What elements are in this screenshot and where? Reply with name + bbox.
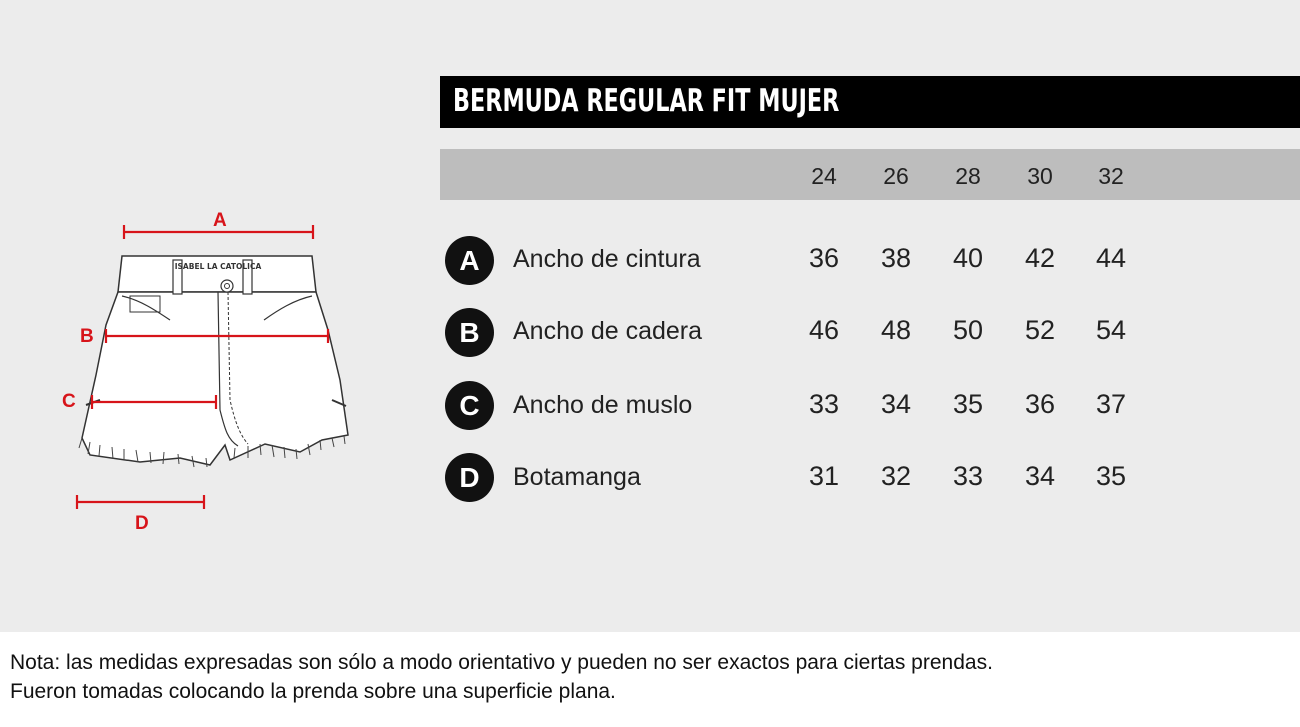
table-cell: 33 [952, 461, 984, 491]
dim-label-a: A [213, 210, 227, 231]
table-cell: 40 [952, 243, 984, 273]
dim-label-b: B [80, 326, 94, 347]
table-cell: 46 [808, 315, 840, 345]
row-label: Ancho de cintura [513, 245, 701, 273]
note-line: Nota: las medidas expresadas son sólo a modo orientativo y pueden no ser exactos para ciertas prendas. [10, 651, 993, 674]
table-cell: 50 [952, 315, 984, 345]
note-line: Fueron tomadas colocando la prenda sobre una superficie plana. [10, 680, 616, 703]
table-cell: 34 [1024, 461, 1056, 491]
table-cell: 35 [952, 389, 984, 419]
brand-label: ISABEL LA CATOLICA [174, 262, 262, 271]
table-cell: 33 [808, 389, 840, 419]
table-cell: 31 [808, 461, 840, 491]
size-header: 24 [811, 163, 837, 189]
dim-label-c: C [62, 391, 76, 412]
row-label: Botamanga [513, 463, 641, 491]
chart-title: BERMUDA REGULAR FIT MUJER [453, 83, 840, 119]
row-letter-badge: B [445, 308, 494, 357]
shorts-diagram [60, 200, 380, 550]
table-cell: 38 [880, 243, 912, 273]
row-letter-badge: D [445, 453, 494, 502]
dim-label-d: D [135, 513, 149, 534]
row-letter-badge: C [445, 381, 494, 430]
shorts-illustration [60, 200, 380, 550]
size-header: 26 [883, 163, 909, 189]
table-cell: 42 [1024, 243, 1056, 273]
table-cell: 48 [880, 315, 912, 345]
size-header: 28 [955, 163, 981, 189]
title-bar [440, 76, 1300, 128]
table-cell: 36 [808, 243, 840, 273]
table-cell: 44 [1095, 243, 1127, 273]
row-letter-badge: A [445, 236, 494, 285]
table-cell: 35 [1095, 461, 1127, 491]
row-label: Ancho de muslo [513, 391, 693, 419]
table-cell: 54 [1095, 315, 1127, 345]
table-cell: 37 [1095, 389, 1127, 419]
row-label: Ancho de cadera [513, 317, 703, 345]
table-cell: 36 [1024, 389, 1056, 419]
size-header: 30 [1027, 163, 1053, 189]
table-cell: 34 [880, 389, 912, 419]
table-cell: 32 [880, 461, 912, 491]
disclaimer-note [10, 648, 1290, 706]
size-header: 32 [1098, 163, 1124, 189]
table-cell: 52 [1024, 315, 1056, 345]
